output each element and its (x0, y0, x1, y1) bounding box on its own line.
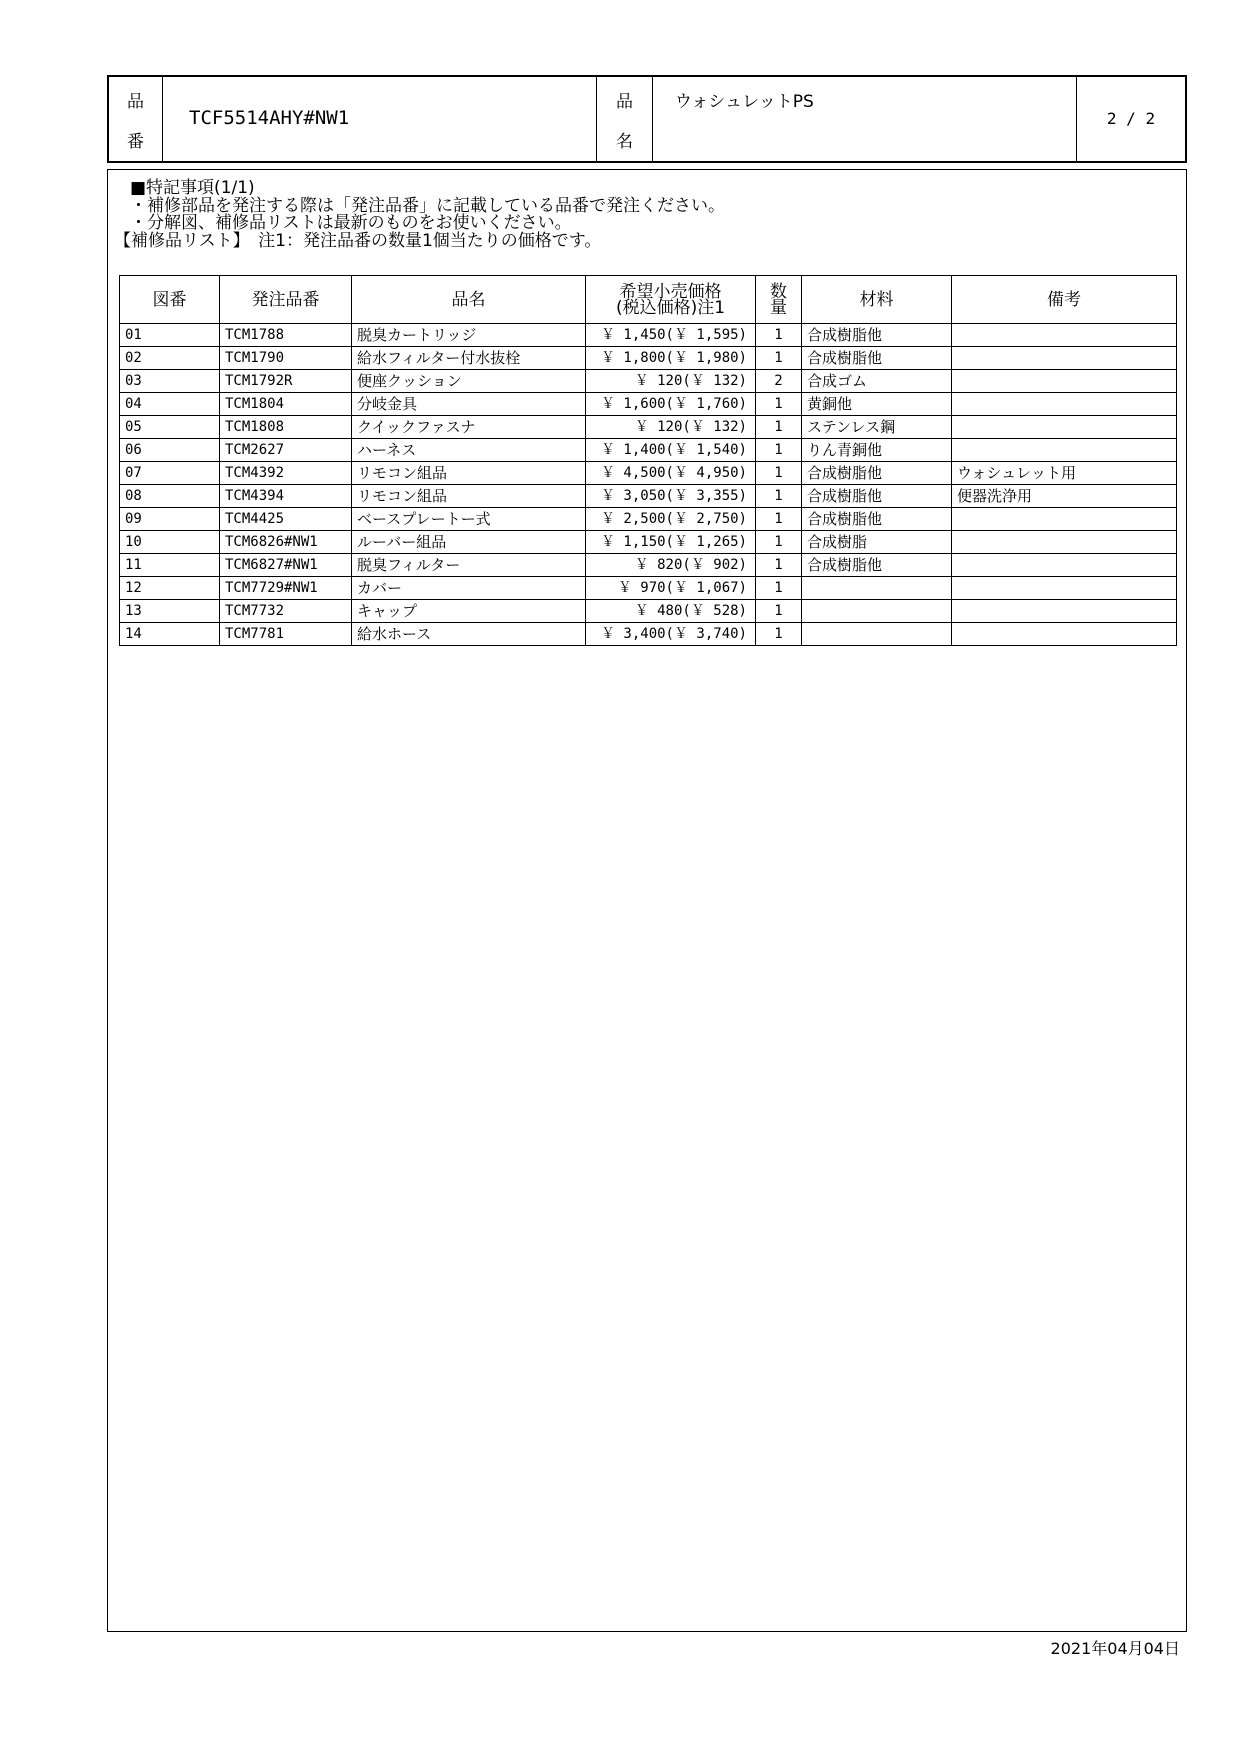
cell-qty: 1 (756, 439, 802, 462)
page-number-cell (1077, 77, 1185, 161)
table-row (120, 485, 1177, 508)
header-fig: 図番 (120, 276, 220, 324)
cell-remarks (952, 324, 1177, 347)
cell-remarks (952, 393, 1177, 416)
cell-name: カバー (352, 577, 586, 600)
cell-price: ￥ 120(￥ 132) (586, 370, 756, 393)
table-row (120, 324, 1177, 347)
cell-remarks (952, 439, 1177, 462)
cell-name: ハーネス (352, 439, 586, 462)
cell-qty: 1 (756, 623, 802, 646)
cell-fig: 06 (120, 439, 220, 462)
cell-qty: 1 (756, 416, 802, 439)
cell-code: TCM1788 (220, 324, 352, 347)
cell-remarks (952, 370, 1177, 393)
cell-fig: 03 (120, 370, 220, 393)
table-row (120, 600, 1177, 623)
table-row (120, 531, 1177, 554)
cell-qty: 1 (756, 462, 802, 485)
cell-fig: 10 (120, 531, 220, 554)
product-name-cell (653, 77, 1077, 161)
cell-qty: 2 (756, 370, 802, 393)
cell-material: 合成樹脂他 (802, 485, 952, 508)
table-row (120, 347, 1177, 370)
cell-fig: 02 (120, 347, 220, 370)
cell-price: ￥ 3,400(￥ 3,740) (586, 623, 756, 646)
cell-code: TCM2627 (220, 439, 352, 462)
cell-material: ステンレス鋼 (802, 416, 952, 439)
cell-remarks (952, 347, 1177, 370)
cell-name: キャップ (352, 600, 586, 623)
cell-qty: 1 (756, 347, 802, 370)
cell-name: 給水フィルター付水抜栓 (352, 347, 586, 370)
cell-remarks (952, 600, 1177, 623)
cell-remarks (952, 416, 1177, 439)
cell-price: ￥ 1,800(￥ 1,980) (586, 347, 756, 370)
cell-fig: 04 (120, 393, 220, 416)
cell-remarks (952, 554, 1177, 577)
product-name-label (597, 77, 653, 161)
cell-qty: 1 (756, 554, 802, 577)
cell-name: リモコン組品 (352, 462, 586, 485)
cell-fig: 11 (120, 554, 220, 577)
table-row (120, 623, 1177, 646)
cell-material: 合成樹脂他 (802, 347, 952, 370)
table-row (120, 462, 1177, 485)
cell-code: TCM1792R (220, 370, 352, 393)
notes-title: ■特記事項(1/1) (130, 178, 255, 198)
part-no-label-bottom: 番 (127, 132, 144, 152)
cell-qty: 1 (756, 324, 802, 347)
cell-remarks: 便器洗浄用 (952, 485, 1177, 508)
cell-fig: 05 (120, 416, 220, 439)
part-no-value: TCF5514AHY#NW1 (189, 107, 350, 129)
cell-code: TCM7732 (220, 600, 352, 623)
cell-name: 分岐金具 (352, 393, 586, 416)
cell-code: TCM1804 (220, 393, 352, 416)
table-row (120, 554, 1177, 577)
header-order-no: 発注品番 (220, 276, 352, 324)
cell-material: 合成樹脂他 (802, 554, 952, 577)
cell-remarks (952, 623, 1177, 646)
cell-price: ￥ 4,500(￥ 4,950) (586, 462, 756, 485)
cell-remarks (952, 531, 1177, 554)
cell-code: TCM1790 (220, 347, 352, 370)
cell-code: TCM4394 (220, 485, 352, 508)
cell-price: ￥ 3,050(￥ 3,355) (586, 485, 756, 508)
part-no-label (109, 77, 163, 161)
issue-date: 2021年04月04日 (1050, 1639, 1180, 1658)
cell-code: TCM1808 (220, 416, 352, 439)
notes-line-2: ・分解図、補修品リストは最新のものをお使いください。 (130, 213, 572, 233)
cell-fig: 09 (120, 508, 220, 531)
cell-qty: 1 (756, 485, 802, 508)
cell-qty: 1 (756, 393, 802, 416)
cell-name: クイックファスナ (352, 416, 586, 439)
cell-code: TCM7729#NW1 (220, 577, 352, 600)
cell-code: TCM7781 (220, 623, 352, 646)
cell-name: 便座クッション (352, 370, 586, 393)
cell-code: TCM6827#NW1 (220, 554, 352, 577)
notes-line-1: ・補修部品を発注する際は「発注品番」に記載している品番で発注ください。 (130, 195, 725, 216)
cell-name: 脱臭カートリッジ (352, 324, 586, 347)
header-remarks: 備考 (952, 276, 1177, 324)
cell-name: ルーバー組品 (352, 531, 586, 554)
header-price-line-1: 希望小売価格 (619, 281, 722, 302)
cell-price: ￥ 820(￥ 902) (586, 554, 756, 577)
cell-material: 合成樹脂他 (802, 462, 952, 485)
cell-price: ￥ 480(￥ 528) (586, 600, 756, 623)
cell-material (802, 577, 952, 600)
cell-price: ￥ 1,450(￥ 1,595) (586, 324, 756, 347)
header-box (107, 75, 1187, 163)
cell-qty: 1 (756, 531, 802, 554)
cell-remarks (952, 508, 1177, 531)
parts-table (119, 275, 1177, 646)
cell-material: りん青銅他 (802, 439, 952, 462)
product-name-label-bottom: 名 (616, 132, 633, 152)
table-header-row (120, 276, 1177, 324)
cell-qty: 1 (756, 600, 802, 623)
cell-remarks: ウォシュレット用 (952, 462, 1177, 485)
header-name: 品名 (352, 276, 586, 324)
cell-fig: 13 (120, 600, 220, 623)
parts-list-title: 【補修品リスト】 注1：発注品番の数量1個当たりの価格です。 (114, 230, 602, 251)
table-row (120, 393, 1177, 416)
cell-material: 合成樹脂他 (802, 508, 952, 531)
cell-qty: 1 (756, 508, 802, 531)
cell-fig: 12 (120, 577, 220, 600)
cell-material: 合成樹脂 (802, 531, 952, 554)
page-number: 2 / 2 (1106, 109, 1156, 128)
header-qty-line-2: 量 (770, 297, 787, 318)
cell-material: 黄銅他 (802, 393, 952, 416)
special-notes (114, 180, 725, 250)
cell-name: 脱臭フィルター (352, 554, 586, 577)
cell-name: リモコン組品 (352, 485, 586, 508)
table-row (120, 416, 1177, 439)
cell-fig: 14 (120, 623, 220, 646)
table-row (120, 508, 1177, 531)
cell-price: ￥ 1,600(￥ 1,760) (586, 393, 756, 416)
product-name-label-top: 品 (616, 92, 633, 112)
cell-fig: 01 (120, 324, 220, 347)
cell-fig: 08 (120, 485, 220, 508)
product-name-value: ウォシュレットPS (675, 92, 814, 112)
cell-price: ￥ 970(￥ 1,067) (586, 577, 756, 600)
cell-material (802, 623, 952, 646)
part-no-label-top: 品 (127, 92, 144, 112)
header-price (586, 276, 756, 324)
cell-name: ベースプレートー式 (352, 508, 586, 531)
cell-price: ￥ 1,150(￥ 1,265) (586, 531, 756, 554)
header-price-line-2: (税込価格)注1 (615, 297, 726, 318)
table-row (120, 577, 1177, 600)
cell-price: ￥ 1,400(￥ 1,540) (586, 439, 756, 462)
cell-remarks (952, 577, 1177, 600)
cell-fig: 07 (120, 462, 220, 485)
cell-price: ￥ 2,500(￥ 2,750) (586, 508, 756, 531)
cell-material: 合成樹脂他 (802, 324, 952, 347)
cell-material (802, 600, 952, 623)
cell-code: TCM6826#NW1 (220, 531, 352, 554)
cell-name: 給水ホース (352, 623, 586, 646)
cell-qty: 1 (756, 577, 802, 600)
cell-material: 合成ゴム (802, 370, 952, 393)
table-row (120, 370, 1177, 393)
cell-code: TCM4425 (220, 508, 352, 531)
table-row (120, 439, 1177, 462)
header-material: 材料 (802, 276, 952, 324)
part-no-cell (163, 77, 597, 161)
cell-price: ￥ 120(￥ 132) (586, 416, 756, 439)
cell-code: TCM4392 (220, 462, 352, 485)
header-qty-line-1: 数 (770, 281, 787, 302)
header-qty (756, 276, 802, 324)
